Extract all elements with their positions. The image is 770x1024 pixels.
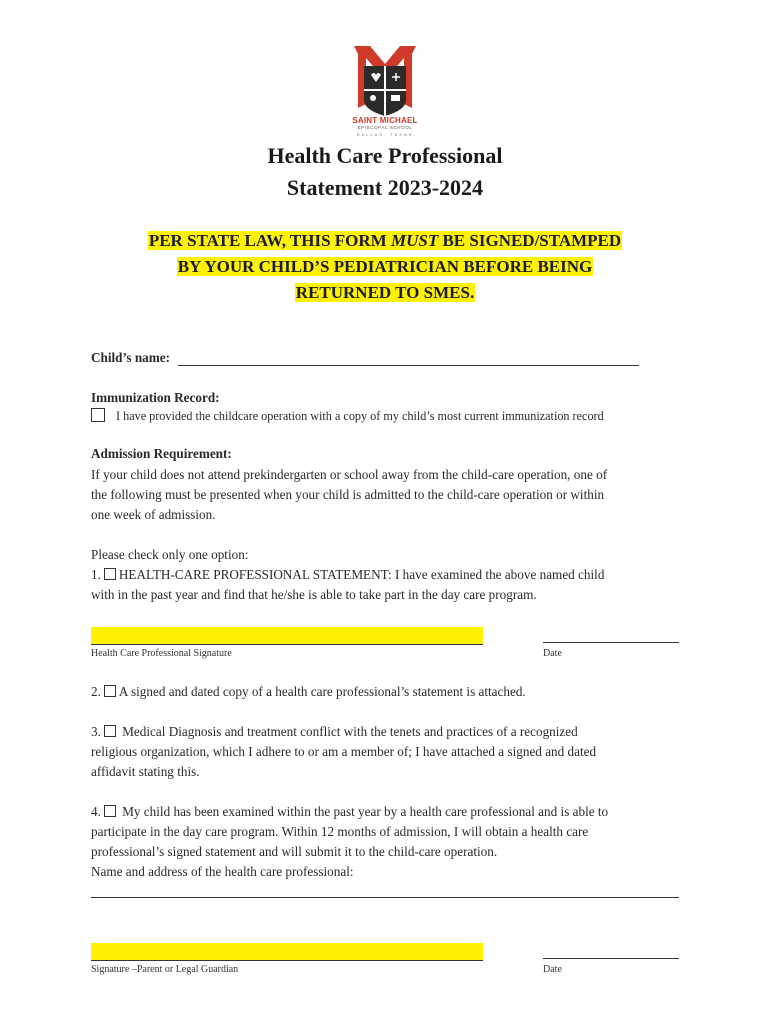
option-1-checkbox[interactable] (104, 568, 116, 580)
hcp-signature-label: Health Care Professional Signature (91, 648, 232, 659)
school-subtitle: EPISCOPAL SCHOOL (357, 125, 413, 130)
child-name-field[interactable] (178, 365, 639, 366)
admission-heading: Admission Requirement: (91, 446, 232, 461)
option-3-line-1: Medical Diagnosis and treatment conflict with the tenets and practices of a recognized (122, 724, 578, 739)
school-location: DALLAS, TEXAS (356, 132, 414, 137)
child-name-label: Child’s name: (91, 350, 171, 365)
option-3-line-2: religious organization, which I adhere to or am a member of; I have attached a signed and dated (91, 744, 597, 759)
hcp-name-address-field[interactable] (91, 897, 679, 898)
page-title-line-1: Health Care Professional (267, 143, 503, 168)
warning-line-3-text: RETURNED TO SMES. (295, 283, 475, 302)
option-2-row (91, 684, 526, 700)
option-4-checkbox[interactable] (104, 805, 116, 817)
immunization-heading: Immunization Record: (91, 390, 220, 405)
warning-line-2 (0, 257, 770, 277)
option-2-checkbox[interactable] (104, 685, 116, 697)
parent-signature-label: Signature –Parent or Legal Guardian (91, 964, 239, 975)
option-4-line-4: Name and address of the health care professional: (91, 864, 354, 879)
instruction-text: Please check only one option: (91, 547, 249, 562)
warning-must: MUST (390, 231, 439, 250)
option-4-line-1: My child has been examined within the past year by a health care professional and is able to (122, 804, 609, 819)
parent-signature-field[interactable] (91, 943, 483, 960)
option-1-number: 1. (91, 567, 101, 582)
option-4-line-3: professional’s signed statement and will submit it to the child-care operation. (91, 844, 498, 859)
option-2-text: A signed and dated copy of a health care professional’s statement is attached. (118, 684, 526, 699)
hcp-date-field[interactable] (543, 642, 679, 643)
option-1-row (91, 567, 604, 583)
immunization-text: I have provided the childcare operation with a copy of my child’s most current immunization record (116, 409, 604, 423)
option-3-checkbox[interactable] (104, 725, 116, 737)
admission-line-3: one week of admission. (91, 507, 216, 522)
warning-part-1: PER STATE LAW, THIS FORM (148, 231, 391, 250)
option-3-number: 3. (91, 724, 101, 739)
option-1-line-2: with in the past year and find that he/she is able to take part in the day care program. (91, 587, 537, 602)
hcp-signature-field[interactable] (91, 627, 483, 644)
warning-part-2: BE SIGNED/STAMPED (438, 231, 622, 250)
option-3-row (91, 724, 578, 740)
option-1-line-1: HEALTH-CARE PROFESSIONAL STATEMENT: I have examined the above named child (118, 567, 605, 582)
immunization-checkbox[interactable] (91, 408, 105, 422)
option-4-number: 4. (91, 804, 101, 819)
hcp-date-label: Date (543, 648, 562, 659)
warning-line-1 (0, 231, 770, 251)
parent-date-label: Date (543, 964, 562, 975)
option-4-line-2: participate in the day care program. Within 12 months of admission, I will obtain a health care (91, 824, 589, 839)
school-name: SAINT MICHAEL (352, 116, 418, 125)
option-2-number: 2. (91, 684, 101, 699)
parent-date-field[interactable] (543, 958, 679, 959)
admission-line-2: the following must be presented when your child is admitted to the child-care operation or within (91, 487, 605, 502)
admission-line-1: If your child does not attend prekindergarten or school away from the child-care operation, one of (91, 467, 608, 482)
warning-line-3 (0, 283, 770, 303)
page-title-line-2: Statement 2023-2024 (286, 175, 484, 200)
parent-signature-line (91, 960, 483, 961)
option-4-row (91, 804, 608, 820)
warning-line-2-text: BY YOUR CHILD’S PEDIATRICIAN BEFORE BEING (177, 257, 593, 276)
option-3-line-3: affidavit stating this. (91, 764, 200, 779)
hcp-signature-line (91, 644, 483, 645)
